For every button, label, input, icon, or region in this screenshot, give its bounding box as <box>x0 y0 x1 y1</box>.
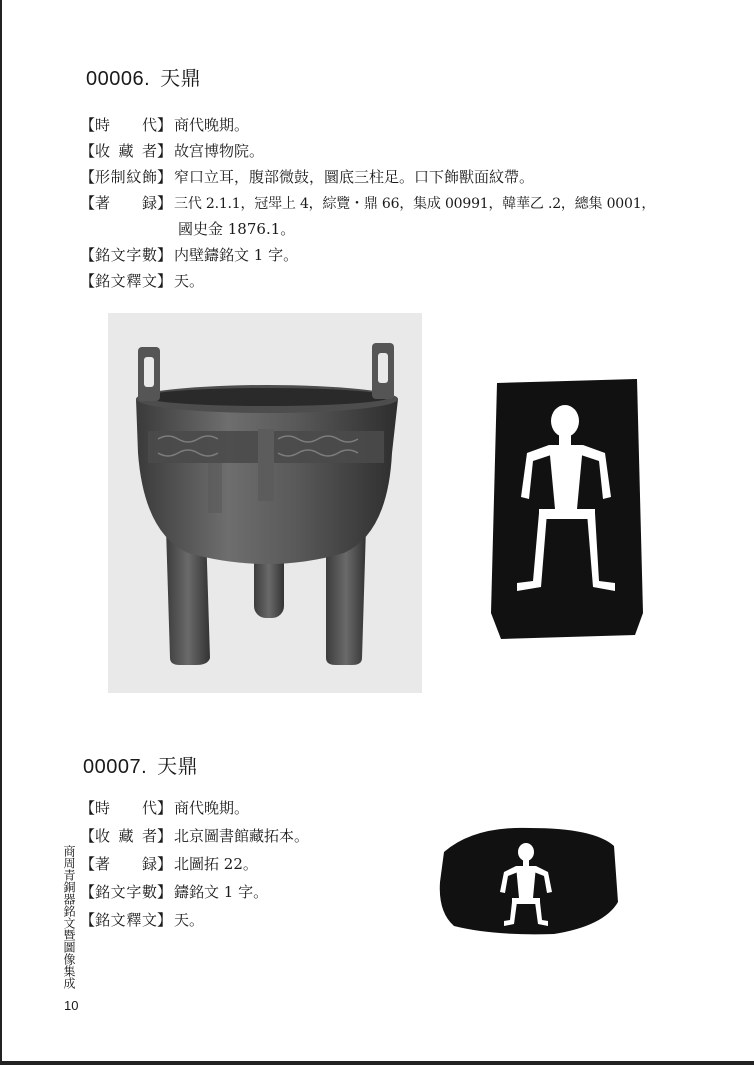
field-period: 【時 代】 商代晚期。 <box>80 799 250 817</box>
field-label: 銘文釋文 <box>95 272 158 290</box>
book-title-vertical: 商周青銅器銘文暨圖像集成 <box>62 845 76 989</box>
page-border-bottom <box>0 1061 754 1065</box>
field-bibliography-continued: 國史金 1876.1。 <box>178 220 296 238</box>
field-inscription-text: 【銘文釋文】 天。 <box>80 911 205 929</box>
field-form: 【形制紋飾】 窄口立耳，腹部微鼓，圜底三柱足。口下飾獸面紋帶。 <box>80 168 535 186</box>
field-inscription-count: 【銘文字數】 内壁鑄銘文 1 字。 <box>80 246 299 264</box>
field-label: 著 録 <box>95 855 158 873</box>
field-value: 北京圖書館藏拓本。 <box>174 827 310 845</box>
field-label: 銘文釋文 <box>95 911 158 929</box>
field-label: 收 藏 者 <box>95 827 158 845</box>
page-number: 10 <box>64 998 79 1013</box>
field-label: 銘文字數 <box>95 246 158 264</box>
field-value: 内壁鑄銘文 1 字。 <box>174 246 299 264</box>
field-bibliography: 【著 録】 三代 2.1.1，冠斝上 4，綜覽・鼎 66，集成 00991，韓華乙 .2，總集 0001， <box>80 194 656 212</box>
field-value: 三代 2.1.1，冠斝上 4，綜覽・鼎 66，集成 00991，韓華乙 .2，總集 0001， <box>174 196 656 212</box>
ding-tripod-photo <box>108 313 422 693</box>
entry-name: 天鼎 <box>160 66 202 90</box>
inscription-rubbing-tian <box>434 822 620 938</box>
field-label: 銘文字數 <box>95 883 158 901</box>
entry-number: 00006. <box>86 68 151 90</box>
field-label: 時 代 <box>95 799 158 817</box>
field-inscription-count: 【銘文字數】 鑄銘文 1 字。 <box>80 883 269 901</box>
entry-title-00007 <box>83 750 198 779</box>
field-value: 北圖拓 22。 <box>174 855 258 873</box>
entry-name: 天鼎 <box>157 754 199 778</box>
field-value: 窄口立耳，腹部微鼓，圜底三柱足。口下飾獸面紋帶。 <box>174 168 535 186</box>
field-value: 故宫博物院。 <box>174 142 265 160</box>
field-value: 商代晚期。 <box>174 116 250 134</box>
field-collector: 【收 藏 者】 故宫博物院。 <box>80 142 265 160</box>
inscription-rubbing-tian <box>487 373 645 643</box>
field-label: 時 代 <box>95 116 158 134</box>
entry-title-00006 <box>86 62 201 91</box>
field-value: 天。 <box>174 911 205 929</box>
field-value: 天。 <box>174 272 205 290</box>
field-period: 【時 代】 商代晚期。 <box>80 116 250 134</box>
field-label: 著 録 <box>95 194 158 212</box>
field-collector: 【收 藏 者】 北京圖書館藏拓本。 <box>80 827 310 845</box>
field-label: 形制紋飾 <box>95 168 158 186</box>
field-inscription-text: 【銘文釋文】 天。 <box>80 272 205 290</box>
page-border-left <box>0 0 2 1065</box>
field-bibliography: 【著 録】 北圖拓 22。 <box>80 855 258 873</box>
field-label: 收 藏 者 <box>95 142 158 160</box>
entry-number: 00007. <box>83 756 148 778</box>
field-value: 鑄銘文 1 字。 <box>174 883 269 901</box>
field-value: 商代晚期。 <box>174 799 250 817</box>
